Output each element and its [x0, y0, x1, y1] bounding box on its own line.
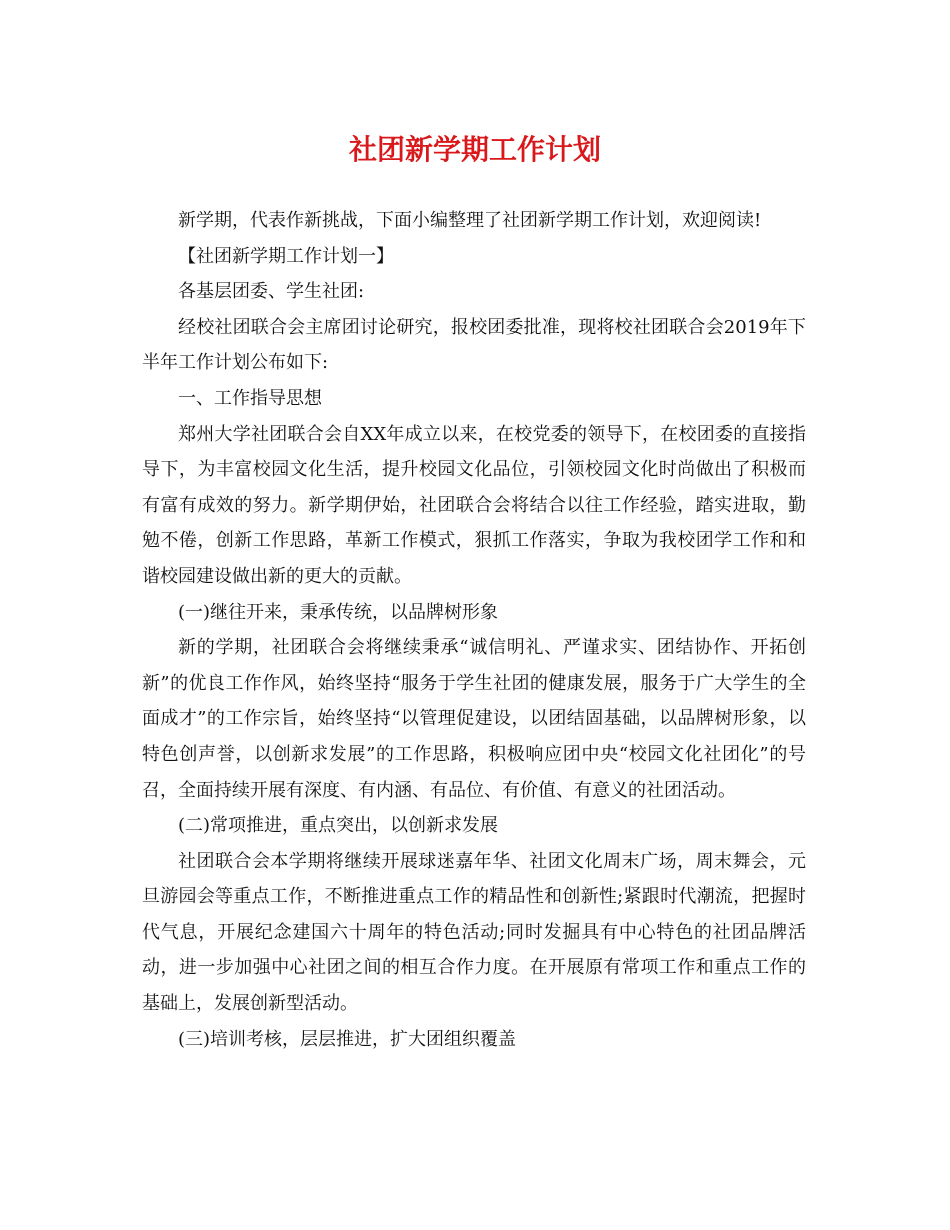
paragraph-heading-3: (三)培训考核，层层推进，扩大团组织覆盖 — [178, 1028, 517, 1050]
paragraph-innovation: 社团联合会本学期将继续开展球迷嘉年华、社团文化周末广场，周末舞会，元旦游园会等重点工作，不断推进重点工作的精品性和创新性;紧跟时代潮流，把握时代气息，开展纪念建国六十周年的特色活动;同时发掘具有中心特色的社团品牌活动，进一步加强中心社团之间的相互合作力度。在开展原有常项工作和重点工作的基础上，发展创新型活动。 — [142, 850, 806, 1015]
document-title: 社团新学期工作计划 — [348, 133, 601, 166]
paragraph-tradition: 新的学期，社团联合会将继续秉承“诚信明礼、严谨求实、团结协作、开拓创新”的优良工作作风，始终坚持“服务于学生社团的健康发展，服务于广大学生的全面成才”的工作宗旨，始终坚持“以管理促建设，以团结固基础，以品牌树形象，以特色创声誉，以创新求发展”的工作思路，积极响应团中央“校园文化社团化”的号召，全面持续开展有深度、有内涵、有品位、有价值、有意义的社团活动。 — [142, 637, 806, 801]
paragraph-heading-1: (一)继往开来，秉承传统，以品牌树形象 — [178, 601, 499, 623]
paragraph-section-heading: 【社团新学期工作计划一】 — [178, 245, 394, 267]
document-body — [142, 203, 806, 1057]
paragraph-announcement: 经校社团联合会主席团讨论研究，报校团委批准，现将校社团联合会2019年下半年工作计划公布如下: — [142, 316, 806, 374]
paragraph-guiding-thought: 郑州大学社团联合会自XX年成立以来，在校党委的领导下，在校团委的直接指导下，为丰富校园文化生活，提升校园文化品位，引领校园文化时尚做出了积极而有富有成效的努力。新学期伊始，社团联合会将结合以往工作经验，踏实进取，勤勉不倦，创新工作思路，革新工作模式，狠抓工作落实，争取为我校团学工作和和谐校园建设做出新的更大的贡献。 — [142, 423, 806, 587]
paragraph-heading-guiding-thought: 一、工作指导思想 — [178, 387, 322, 409]
paragraph-salutation: 各基层团委、学生社团: — [178, 281, 365, 303]
paragraph-heading-2: (二)常项推进，重点突出，以创新求发展 — [178, 815, 499, 837]
paragraph-intro: 新学期，代表作新挑战，下面小编整理了社团新学期工作计划，欢迎阅读! — [178, 210, 762, 231]
